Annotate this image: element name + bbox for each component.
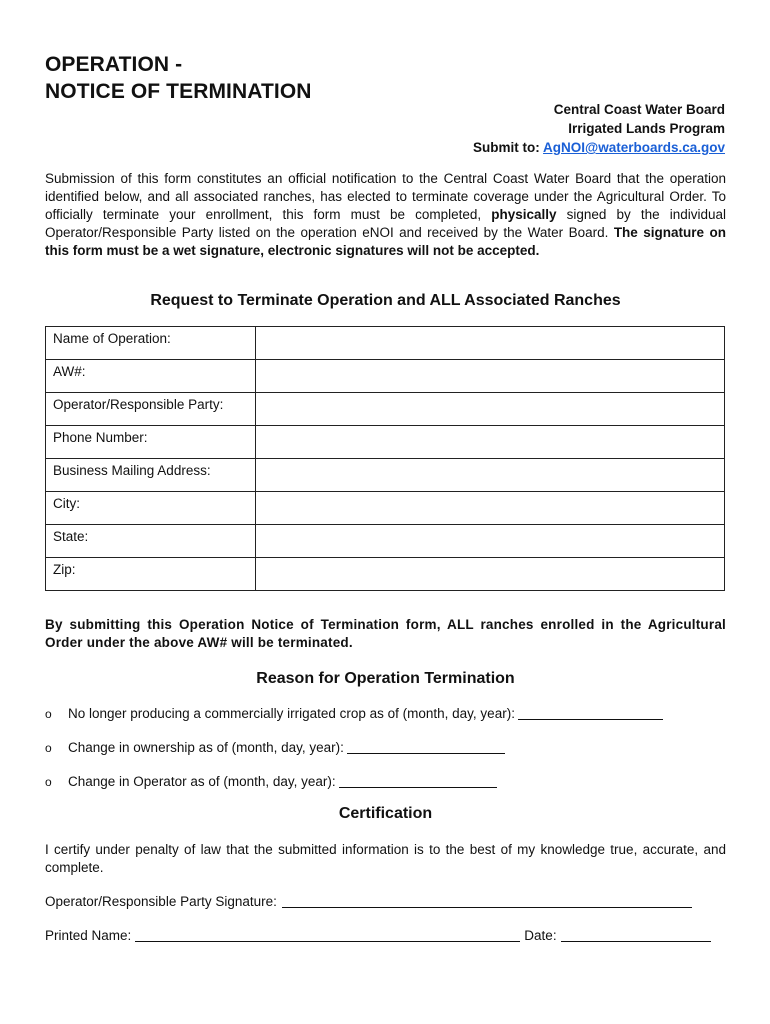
table-row xyxy=(46,360,725,393)
date-blank-line[interactable] xyxy=(347,739,505,754)
intro-bold-1: physically xyxy=(491,207,557,222)
submit-label: Submit to: xyxy=(473,140,540,155)
date-line[interactable] xyxy=(561,927,711,942)
responsible-party-field[interactable] xyxy=(255,393,724,426)
printed-name-line[interactable] xyxy=(135,927,520,942)
field-label: Phone Number: xyxy=(46,426,256,459)
table-row xyxy=(46,327,725,360)
submit-email-link[interactable]: AgNOI@waterboards.ca.gov xyxy=(543,140,725,155)
reason-label: No longer producing a commercially irrigated crop as of (month, day, year): xyxy=(68,706,515,721)
intro-bold-2: The signature on this form must be a wet signature, electronic signatures will not be accepted. xyxy=(45,225,726,258)
printed-name-row xyxy=(45,927,726,945)
zip-field[interactable] xyxy=(255,558,724,591)
table-row xyxy=(46,459,725,492)
operation-name-field[interactable] xyxy=(255,327,724,360)
date-label: Date: xyxy=(524,928,557,943)
table-row xyxy=(46,426,725,459)
aw-number-field[interactable] xyxy=(255,360,724,393)
water-board-info xyxy=(473,100,725,157)
reason-label: Change in Operator as of (month, day, year): xyxy=(68,774,336,789)
request-heading: Request to Terminate Operation and ALL Associated Ranches xyxy=(150,292,621,309)
certification-heading: Certification xyxy=(338,805,433,822)
table-row xyxy=(46,525,725,558)
termination-notice: By submitting this Operation Notice of Termination form, ALL ranches enrolled in the Agricultural Order under the above AW# will be terminated. xyxy=(45,617,726,650)
field-label: City: xyxy=(46,492,256,525)
mailing-address-field[interactable] xyxy=(255,459,724,492)
phone-number-field[interactable] xyxy=(255,426,724,459)
intro-text-1: Submission of this form constitutes an official notification to the Central Coast Water Board that the operation identified below, and all associated ranches, has elected to terminate coverage under the Agricultural Order. To officially terminate your enrollment, this form must be completed, xyxy=(45,171,726,222)
reason-option-no-longer-producing[interactable] xyxy=(45,705,726,723)
program-name: Irrigated Lands Program xyxy=(568,121,725,136)
table-row xyxy=(46,558,725,591)
intro-paragraph xyxy=(45,170,726,260)
city-field[interactable] xyxy=(255,492,724,525)
title-line-2: NOTICE OF TERMINATION xyxy=(45,80,312,103)
date-blank-line[interactable] xyxy=(518,705,663,720)
board-name: Central Coast Water Board xyxy=(553,102,725,117)
field-label: State: xyxy=(46,525,256,558)
certification-text: I certify under penalty of law that the submitted information is to the best of my knowledge true, accurate, and complete. xyxy=(45,842,726,875)
field-label: Business Mailing Address: xyxy=(46,459,256,492)
radio-bullet-icon[interactable]: o xyxy=(45,707,52,721)
field-label: AW#: xyxy=(46,360,256,393)
reason-label: Change in ownership as of (month, day, year): xyxy=(68,740,344,755)
radio-bullet-icon[interactable]: o xyxy=(45,775,52,789)
reason-option-operator-change[interactable] xyxy=(45,773,726,791)
signature-row xyxy=(45,893,726,911)
radio-bullet-icon[interactable]: o xyxy=(45,741,52,755)
field-label: Zip: xyxy=(46,558,256,591)
signature-line[interactable] xyxy=(282,893,692,908)
title-line-1: OPERATION - xyxy=(45,53,183,76)
field-label: Operator/Responsible Party: xyxy=(46,393,256,426)
state-field[interactable] xyxy=(255,525,724,558)
table-row xyxy=(46,393,725,426)
field-label: Name of Operation: xyxy=(46,327,256,360)
date-blank-line[interactable] xyxy=(339,773,497,788)
operation-fields-table xyxy=(45,326,725,591)
intro-text-2: signed by the individual Operator/Responsible Party listed on the operation eNOI and received by the Water Board. xyxy=(45,207,726,240)
reason-heading: Reason for Operation Termination xyxy=(256,670,515,687)
printed-name-label: Printed Name: xyxy=(45,928,132,943)
page-title xyxy=(45,51,312,105)
submit-line xyxy=(473,138,725,157)
signature-label: Operator/Responsible Party Signature: xyxy=(45,894,277,909)
table-row xyxy=(46,492,725,525)
reason-option-ownership-change[interactable] xyxy=(45,739,726,757)
